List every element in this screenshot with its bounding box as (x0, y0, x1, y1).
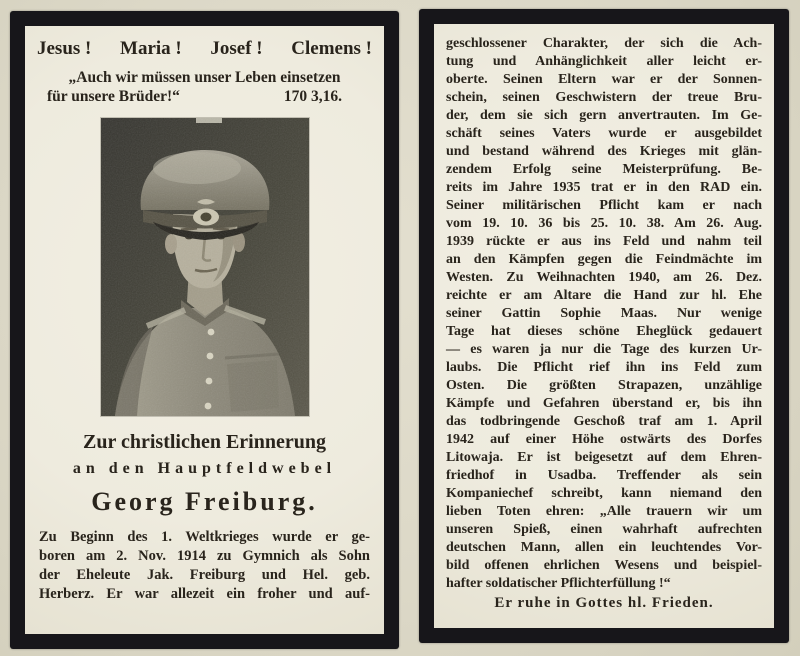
text-line: reichte er am Altare die Hand zur hl. Ehe (446, 288, 762, 303)
left-page (10, 11, 399, 649)
soldier-portrait-illustration (101, 118, 309, 416)
memorial-heading-line: Zur christlichen Erinnerung (83, 431, 326, 453)
text-line: der, dem sie sich gern anvertrauten. Im Ge- (446, 108, 762, 123)
text-line: friedhof in Usadba. Treffender als sein (446, 468, 762, 483)
closing-blessing: Er ruhe in Gottes hl. Frieden. (494, 595, 714, 611)
text-line: seiner Gattin Sophie Maas. Nur wenige (446, 306, 762, 321)
text-line: lieben Toten ehren: „Alle trauern wir um (446, 504, 762, 519)
text-line: geschlossener Charakter, der sich die Ach- (446, 36, 762, 51)
text-line: bild offenen ehrlichen Wesens und beispiel- (446, 558, 762, 573)
text-line: Westen. Zu Weihnachten 1940, am 26. Dez. (446, 270, 762, 285)
text-line: Zu Beginn des 1. Weltkrieges wurde er ge- (39, 529, 370, 545)
quote-line: „Auch wir müssen unser Leben einsetzen (68, 69, 341, 86)
quote-reference: 170 3,16. (283, 88, 342, 105)
text-line: laubs. Die Pflicht rief ihn ins Feld zum (446, 360, 762, 375)
text-line: unseren Spieß, einen wahrhaft aufrechten (446, 522, 762, 537)
text-line: Kompaniechef schreibt, kann niemand den (446, 486, 762, 501)
text-line: das todbringende Geschoß traf am 1. April (446, 414, 762, 429)
text-line: schäft seines Vaters wurde er ausgebildet (446, 126, 762, 141)
right-biography-text (446, 35, 762, 612)
text-line: — es waren ja nur die Tage des kurzen Ur- (446, 342, 762, 357)
deceased-name: Georg Freiburg. (91, 487, 318, 516)
text-line: der Eheleute Jak. Freiburg und Hel. geb. (39, 567, 370, 583)
text-line: tung und Anhänglichkeit aller leicht er- (446, 54, 762, 69)
memorial-rank-line: an den Hauptfeldwebel (72, 460, 337, 477)
text-line: deutschen Mann, allen ein leuchtendes Vor- (446, 540, 762, 555)
text-line: Litowaja. Er ist beigesetzt auf dem Ehren- (446, 450, 762, 465)
right-page (419, 9, 789, 643)
text-line: Kämpfe und Gefahren überstand er, bis ihn (446, 396, 762, 411)
invocation-row (37, 38, 372, 60)
scripture-quote (25, 69, 384, 106)
soldier-portrait-photo (101, 118, 309, 416)
text-line: Herberz. Er war allezeit ein froher und auf- (39, 586, 370, 602)
text-line: Seiner militärischen Pflicht kam er nach (446, 198, 762, 213)
text-line: an den Kämpfen gegen die Feindmächte im (446, 252, 762, 267)
right-biography-lines (446, 35, 762, 575)
text-line: vom 19. 10. 36 bis 25. 10. 38. Am 26. Aug. (446, 216, 762, 231)
right-page-paper (434, 24, 774, 628)
invocation-word: Josef ! (210, 38, 263, 59)
left-page-paper (25, 26, 384, 634)
text-line: Tage hat dieses schöne Eheglück gedauert (446, 324, 762, 339)
text-line: 1942 auf einer Höhe ostwärts des Dorfes (446, 432, 762, 447)
text-line: boren am 2. Nov. 1914 zu Gymnich als Sohn (39, 548, 370, 564)
text-line: zendem Erfolg seine Meisterprüfung. Be- (446, 162, 762, 177)
quote-line: für unsere Brüder!“ (47, 88, 180, 105)
text-line: 1939 rückte er aus ins Feld und nahm teil (446, 234, 762, 249)
left-biography-text (39, 528, 370, 604)
text-line: reits im Jahre 1935 trat er in den RAD ein. (446, 180, 762, 195)
invocation-word: Maria ! (120, 38, 182, 59)
text-line: und bestand während des Krieges mit glän- (446, 144, 762, 159)
text-line: Osten. Die größten Strapazen, unzählige (446, 378, 762, 393)
text-line: schein, seinen Geschwistern der treue Bru- (446, 90, 762, 105)
text-line: hafter soldatischer Pflichterfüllung !“ (446, 576, 671, 591)
invocation-word: Jesus ! (37, 38, 92, 59)
text-line: oberte. Seinen Eltern war er der Sonnen- (446, 72, 762, 87)
invocation-word: Clemens ! (291, 38, 372, 59)
